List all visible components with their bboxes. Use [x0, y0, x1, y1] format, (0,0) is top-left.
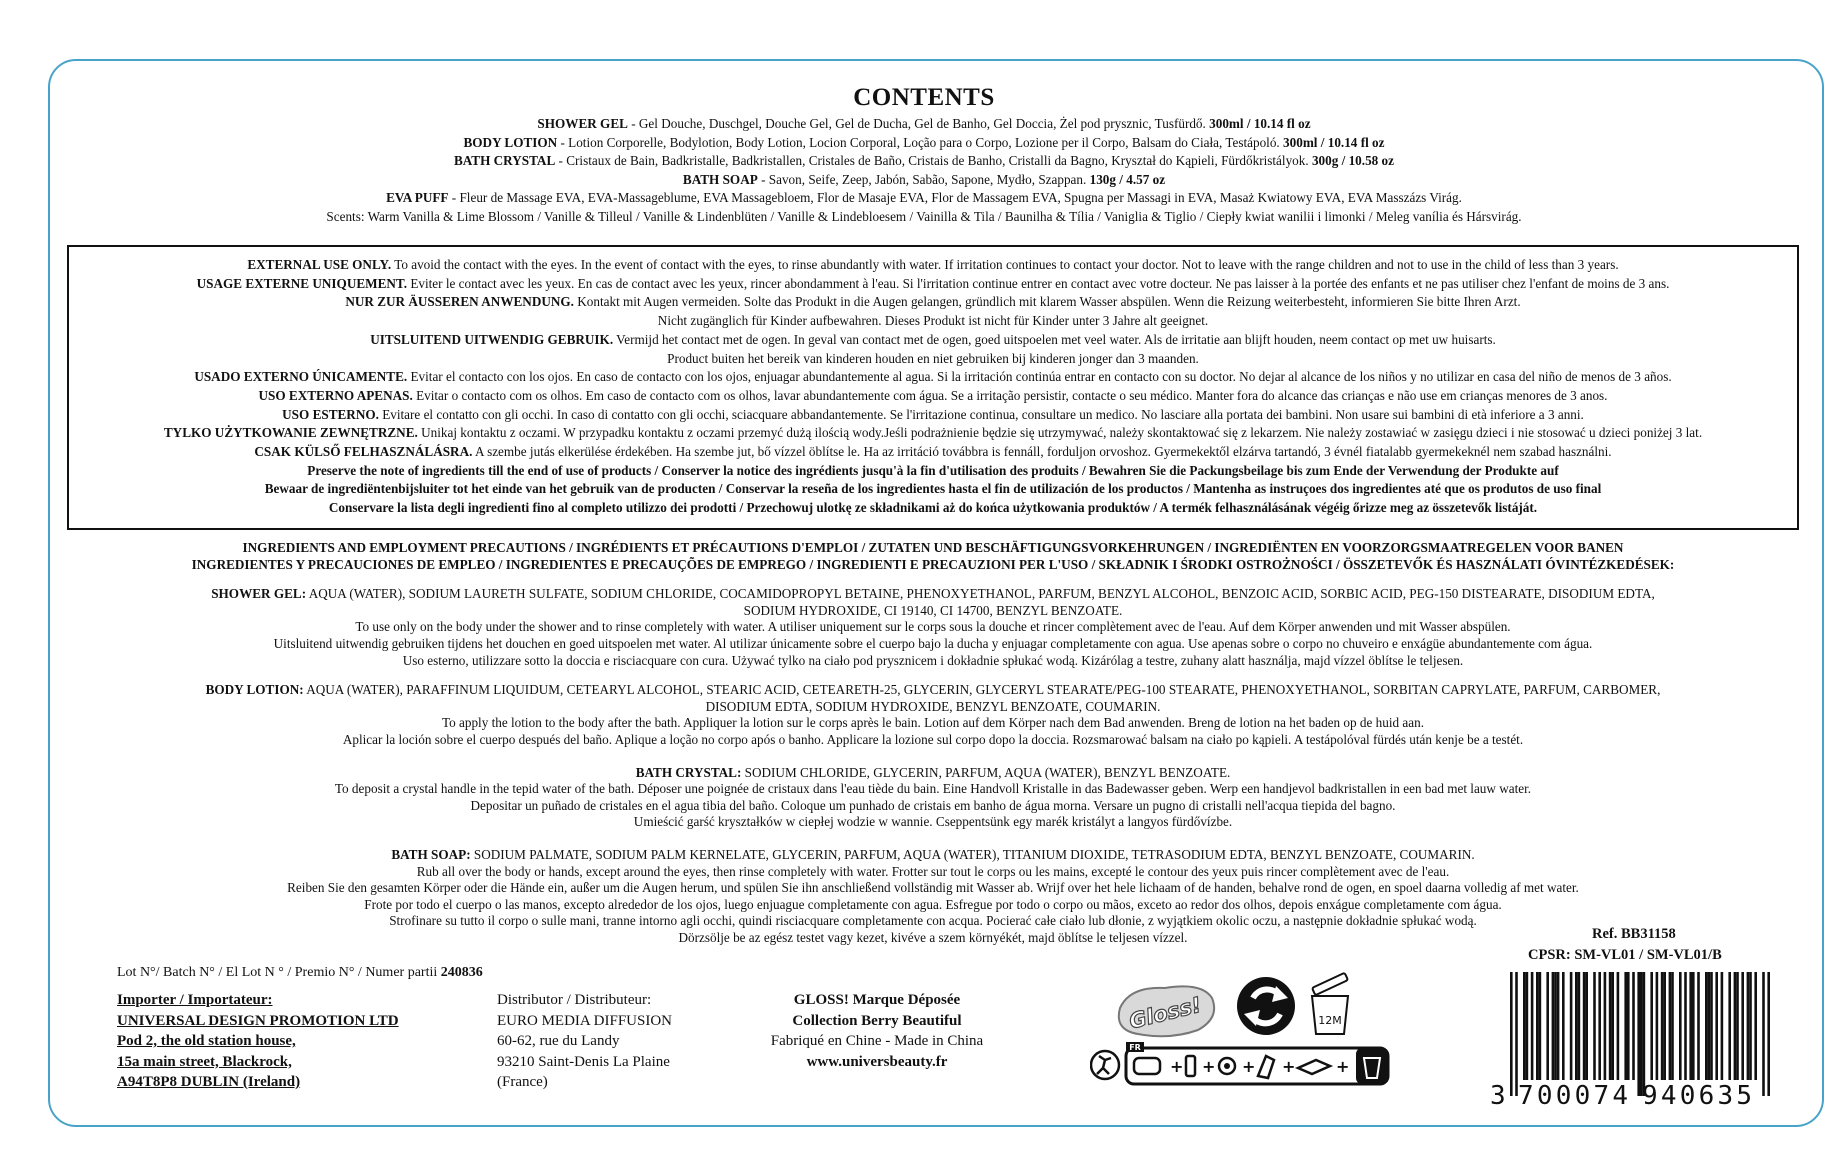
recycle-icon [1237, 977, 1295, 1035]
contents-line-shower-gel: SHOWER GEL - Gel Douche, Duschgel, Douche Gel, Gel de Ducha, Gel de Banho, Gel Doccia, Żel pod prysznic, Tusfürdő. 300ml / 10.14 fl oz [537, 116, 1311, 131]
shower-gel-ingredients-cont: SODIUM HYDROXIDE, CI 19140, CI 14700, BENZYL BENZOATE. [743, 602, 1123, 618]
barcode-bar [1554, 972, 1557, 1080]
ingredients-header: INGREDIENTS AND EMPLOYMENT PRECAUTIONS / INGRÉDIENTS ET PRÉCAUTIONS D'EMPLOI / ZUTATEN UND BESCHÄFTIGUNGSVORKEHRUNGEN / INGREDIËNTEN EN VOORZORGSMAATREGELEN VOOR BANEN [242, 540, 1624, 555]
barcode-bar [1604, 972, 1607, 1080]
shower-gel-ingredients: SHOWER GEL: AQUA (WATER), SODIUM LAURETH SULFATE, SODIUM CHLORIDE, COCAMIDOPROPYL BETAINE, PHENOXYETHANOL, PARFUM, BENZYL ALCOHOL, BENZOIC ACID, SORBIC ACID, PEG-150 DISTEARATE, DISODIUM EDTA, [211, 586, 1655, 602]
svg-text:+: + [1170, 1057, 1184, 1076]
barcode-bar [1562, 972, 1565, 1080]
barcode-bar [1747, 972, 1750, 1080]
barcode-bar [1767, 972, 1770, 1096]
warning-line: EXTERNAL USE ONLY. To avoid the contact with the eyes. In the event of contact with the eyes, to rinse abundantly with water. If irritation continues to contact your doctor. Not to leave with the range children and not to use in the child of less than 3 years. [247, 257, 1619, 272]
shower-gel-use: Uitsluitend uitwendig gebruiken tijdens het douchen en goed uitspoelen met water. Al utilizar únicamente sobre el cuerpo bajo la ducha y enjuagar completamente con agua. Use apenas sobre o corpo no chuveiro e enxágüe abundantemente com água. [273, 635, 1593, 651]
barcode-bar [1546, 972, 1549, 1080]
barcode-bar [1570, 972, 1573, 1080]
cpsr-code: CPSR: SM-VL01 / SM-VL01/B [1528, 947, 1722, 963]
triman-icon [1091, 1051, 1119, 1079]
sorting-instructions-panel [1126, 1042, 1388, 1084]
brand-block [757, 990, 997, 1072]
importer-address: Pod 2, the old station house, [117, 1033, 296, 1049]
svg-text:+: + [1202, 1057, 1216, 1076]
gloss-logo-icon [1119, 986, 1214, 1036]
brand-trademark: GLOSS! Marque Déposée [793, 992, 961, 1008]
barcode-bar [1708, 972, 1711, 1080]
barcode-bar [1721, 972, 1724, 1080]
ingredients-section [72, 540, 1794, 946]
brand-origin: Fabriqué en Chine - Made in China [770, 1033, 984, 1049]
barcode-bar [1661, 972, 1664, 1080]
barcode-bar [1734, 972, 1737, 1080]
barcode-bar [1741, 972, 1744, 1080]
barcode-right-digits: 940635 [1642, 1081, 1752, 1108]
distributor-name: EURO MEDIA DIFFUSION [497, 1012, 673, 1029]
distributor-address: 93210 Saint-Denis La Plaine [497, 1053, 670, 1070]
contents-list [80, 115, 1768, 227]
barcode-bar [1575, 972, 1578, 1080]
distributor-address: 60-62, rue du Landy [497, 1033, 620, 1049]
barcode-bar [1643, 972, 1646, 1096]
importer-block [117, 990, 399, 1093]
warning-line: USO EXTERNO APENAS. Evitar o contacto com os olhos. Em caso de contacto com os olhos, lavar abundantemente com água. Se a irritação persistir, contacte o seu médico. Manter fora do alcance das crianças e não use em crianças menores de 3 anos. [258, 387, 1608, 403]
bath-crystal-use: Umieścić garść kryształków w ciepłej wodzie w wannie. Cseppentsünk egy marék kristályt a langyos fürdővízbe. [633, 814, 1233, 830]
barcode-bar [1627, 972, 1630, 1080]
bath-crystal-use: To deposit a crystal handle in the tepid water of the bath. Déposer une poignée de cristaux dans l'eau tiède du bain. Eine Handvoll Kristalle in das Badewasser geben. Werp een handjevol badkristallen in een bad met lauw water. [334, 781, 1532, 797]
barcode-bar [1684, 972, 1687, 1080]
warning-line: TYLKO UŻYTKOWANIE ZEWNĘTRZNE. Unikaj kontaktu z oczami. W przypadku kontaktu z oczami przemyć dużą ilością wody.Jeśli podrażnienie będzie się utrzymywać, należy skontaktować się z lekarzem. Nie należy zostawiać w zasięgu dzieci i nie stosować u dzieci poniżej 3 lat. [163, 425, 1703, 441]
svg-text:+: + [1336, 1057, 1350, 1076]
warning-line: Product buiten het bereik van kinderen houden en niet gebruiken bij kinderen jonger dan 3 maanden. [667, 350, 1199, 366]
body-lotion-ingredients: BODY LOTION: AQUA (WATER), PARAFFINUM LIQUIDUM, CETEARYL ALCOHOL, STEARIC ACID, CETEARETH-25, GLYCERIN, GLYCERYL STEARATE/PEG-100 STEARATE, PHENOXYETHANOL, SORBITAN CAPRYLATE, PARFUM, CARBOMER, [205, 682, 1661, 698]
barcode-bar [1611, 972, 1614, 1080]
warning-line: USAGE EXTERNE UNIQUEMENT. Eviter le contact avec les yeux. En cas de contact avec les yeux, rincer abondamment à l'eau. Si l'irritation continue entrer en contact avec votre docteur. Ne pas laisser à la portée des enfants et ne pas utiliser chez l'enfant de moins de 3 ans. [196, 275, 1670, 291]
barcode-bar [1585, 972, 1588, 1080]
distributor-label: Distributor / Distributeur: [497, 992, 652, 1008]
barcode-bar [1632, 972, 1635, 1080]
warning-line: NUR ZUR ÄUSSEREN ANWENDUNG. Kontakt mit Augen vermeiden. Solte das Produkt in die Augen gelangen, gründlich mit klarem Wasser abspülen. Wenn die Reizung weiterbesteht, informieren Sie bitte Ihren Arzt. [345, 294, 1521, 310]
brand-collection: Collection Berry Beautiful [792, 1012, 962, 1029]
bath-soap-use: Frote por todo el cuerpo o las manos, excepto alrededor de los ojos, luego enjuague completamente con agua. Esfregue por todo o corpo ou mãos, exceto ao redor dos olhos, depois enxágue completamente com água. [364, 896, 1502, 912]
bath-soap-use: Reiben Sie den gesamten Körper oder die Hände ein, außer um die Augen herum, und spülen Sie ihn anschließend vollständig mit Wasser ab. Wrijf over het hele lichaam of de handen, behalve rond de ogen, en spoel daarna volledig af met water. [287, 880, 1579, 896]
barcode-bar [1656, 972, 1659, 1080]
barcode-bar [1557, 972, 1560, 1080]
warning-line: Nicht zugänglich für Kinder aufbewahren. Dieses Produkt ist nicht für Kinder unter 3 Jahre alt geeignet. [657, 313, 1209, 329]
importer-address: 15a main street, Blackrock, [117, 1053, 292, 1070]
body-lotion-ingredients-cont: DISODIUM EDTA, SODIUM HYDROXIDE, BENZYL BENZOATE, COUMARIN. [705, 698, 1161, 714]
svg-text:Gloss!: Gloss! [1126, 992, 1204, 1034]
reference-number: Ref. BB31158 [1592, 926, 1676, 942]
importer-label: Importer / Importateur: [117, 992, 273, 1008]
shower-gel-use: Uso esterno, utilizzare sotto la doccia e risciacquare con cura. Używać tylko na ciało pod prysznicem i dokładnie spłukać wodą. Kizárólag a testre, zuhany alatt használja, majd vízzel öblítse le teljesen. [402, 652, 1464, 668]
barcode-bar [1669, 972, 1672, 1080]
bath-soap-use: Rub all over the body or hands, except around the eyes, then rinse completely with water. Frotter sur tout le corps ou les mains, excepté le contour des yeux puis rincer complètement avec de l'eau. [416, 863, 1450, 879]
barcode-bar [1697, 972, 1700, 1080]
shower-gel-use: To use only on the body under the shower and to rinse completely with water. A utiliser uniquement sur le corps sous la douche et rincer complètement avec de l'eau. Auf dem Körper anwenden und mit Wasser abspülen. [355, 619, 1511, 635]
warning-line: USADO EXTERNO ÚNICAMENTE. Evitar el contacto con los ojos. En caso de contacto con los ojos, enjuagar abundantemente al agua. Si la irritación continúa entrar en contacto con su doctor. No dejar al alcance de los niños y no utilizar en casa del niño de menos de 3 años. [194, 369, 1672, 385]
barcode [1480, 968, 1780, 1108]
barcode-bar [1510, 972, 1513, 1096]
barcode-bar [1728, 972, 1731, 1080]
barcode-bar [1715, 972, 1718, 1080]
barcode-bars [1510, 972, 1770, 1096]
distributor-address: (France) [497, 1074, 548, 1090]
contents-title: CONTENTS [853, 84, 995, 111]
svg-text:FR: FR [1129, 1043, 1141, 1052]
contents-line-body-lotion: BODY LOTION - Lotion Corporelle, Bodylotion, Body Lotion, Locion Corporal, Loção para o Corpo, Lozione per il Corpo, Balsam do Ciała, Testápoló. 300ml / 10.14 fl oz [463, 134, 1385, 150]
body-lotion-use: To apply the lotion to the body after the bath. Appliquer la lotion sur le corps après le bain. Lotion auf dem Körper nach dem Bad anwenden. Breng de lotion na het baden op de huid aan. [441, 715, 1424, 731]
barcode-bar [1754, 972, 1757, 1080]
barcode-bar [1624, 972, 1627, 1080]
contents-line-bath-crystal: BATH CRYSTAL - Cristaux de Bain, Badkristalle, Badkristallen, Cristales de Baño, Cristais de Banho, Cristalli da Bagno, Kryształ do Kąpieli, Fürdőkristályok. 300g / 10.58 oz [453, 153, 1395, 169]
barcode-bar [1671, 972, 1674, 1080]
importer-name: UNIVERSAL DESIGN PROMOTION LTD [117, 1012, 399, 1029]
barcode-bar [1736, 972, 1739, 1080]
barcode-bar [1598, 972, 1601, 1080]
svg-text:12M: 12M [1318, 1014, 1342, 1027]
svg-text:+: + [1282, 1057, 1296, 1076]
warning-text [72, 256, 1794, 518]
warning-line: USO ESTERNO. Evitare el contatto con gli occhi. In caso di contatto con gli occhi, sciacquare abbandantemente. Se l'irritazione continua, consultare un medico. No lasciare alla portata dei bambini. Non usare sui bambini di età inferiore a 3 anni. [282, 406, 1584, 422]
bath-crystal-use: Depositar un puñado de cristales en el agua tibia del baño. Coloque um punhado de cristais em banho de água morna. Versare un pugno di cristalli nell'acqua tiepida del bagno. [470, 797, 1396, 813]
bath-soap-use: Dörzsölje be az egész testet vagy kezet, kivéve a szem környékét, majd öblítse le teljesen vízzel. [678, 929, 1188, 945]
barcode-bar [1710, 972, 1713, 1080]
barcode-bar [1523, 972, 1526, 1080]
barcode-bar [1640, 972, 1643, 1096]
ingredients-header: INGREDIENTES Y PRECAUCIONES DE EMPLEO / INGREDIENTES E PRECAUÇÕES DE EMPREGO / INGREDIENTI E PRECAUZIONI PER L'USO / SKŁADNIK I ŚRODKI OSTROŻNOŚCI / ÖSSZETEVŐK ÉS HASZNÁLATI ÓVINTÉZKEDÉSEK: [191, 556, 1675, 572]
brand-website: www.universbeauty.fr [806, 1053, 948, 1070]
barcode-bar [1531, 972, 1534, 1080]
warning-line: CSAK KÜLSŐ FELHASZNÁLÁSRA. A szembe jutás elkerülése érdekében. Ha szembe jut, bő vízzel öblítse le. Ha az irritáció továbbra is fennáll, forduljon orvoshoz. Gyermekektől elzárva tartandó, 3 évnél fiatalabb gyermekeknél nem szabad használni. [254, 444, 1612, 460]
barcode-bar [1650, 972, 1653, 1080]
barcode-bar [1526, 972, 1529, 1080]
pao-jar-icon [1312, 973, 1348, 1034]
barcode-left-digits: 700074 [1518, 1081, 1628, 1108]
importer-address: A94T8P8 DUBLIN (Ireland) [117, 1074, 301, 1090]
barcode-bar [1679, 972, 1682, 1080]
barcode-bar [1536, 972, 1539, 1080]
barcode-bar [1705, 972, 1708, 1080]
contents-line-eva-puff: EVA PUFF - Fleur de Massage EVA, EVA-Massageblume, EVA Massagebloem, Flor de Masaje EVA, Flor de Massagem EVA, Spugna per Massagi in EVA, Masaż Kwiatowy EVA, EVA Masszázs Virág. [386, 190, 1462, 206]
barcode-first-digit: 3 [1490, 1081, 1506, 1108]
symbols-group [1090, 968, 1410, 1088]
contents-line-bath-soap: BATH SOAP - Savon, Seife, Zeep, Jabón, Sabão, Sapone, Mydło, Szappan. 130g / 4.57 oz [682, 171, 1166, 187]
barcode-bar [1583, 972, 1586, 1080]
barcode-bar [1762, 972, 1765, 1096]
barcode-bar [1692, 972, 1695, 1080]
distributor-block [497, 990, 672, 1093]
body-lotion-use: Aplicar la loción sobre el cuerpo después del baño. Aplique a loção no corpo após o banho. Applicare la lozione sul corpo dopo la doccia. Rozsmarować balsam na ciało po kąpieli. A testápolóval fürdés után kenje be a testét. [342, 731, 1524, 747]
warning-line: UITSLUITEND UITWENDIG GEBRUIK. Vermijd het contact met de ogen. In geval van contact met de ogen, goed uitspoelen met veel water. Als de irritatie aan blijft houden, neem contact op met uw huisarts. [370, 331, 1496, 347]
barcode-bar [1663, 972, 1666, 1080]
preserve-line: Conservare la lista degli ingredienti fino al completo utilizzo dei prodotti / Przechowuj ulotkę ze składnikami aż do końca użytkowania produktów / A termék felhasználásának végéig őrizze meg az összetevők listáját. [328, 500, 1538, 516]
lot-number: Lot N°/ Batch N° / El Lot N ° / Premio N° / Numer partii 240836 [117, 965, 483, 980]
bath-soap-use: Strofinare su tutto il corpo o sulle mani, tranne intorno agli occhi, quindi risciacquare completamente con acqua. Pocierać całe ciało lub dłonie, z wyjątkiem okolic oczu, a następnie dokładnie spłukać wodą. [389, 913, 1477, 929]
barcode-bar [1539, 972, 1542, 1080]
barcode-bar [1609, 972, 1612, 1080]
recycling-bin-icon [1356, 1048, 1388, 1084]
barcode-bar [1515, 972, 1518, 1096]
barcode-bar [1637, 972, 1640, 1096]
preserve-line: Preserve the note of ingredients till the end of use of products / Conserver la notice des ingrédients jusqu'à la fin d'utilisation des produits / Bewahren Sie die Packungsbeilage bis zum Ende der Verwendung der Produkte auf [307, 462, 1559, 478]
barcode-bar [1749, 972, 1752, 1080]
barcode-bar [1689, 972, 1692, 1080]
barcode-bar [1593, 972, 1596, 1080]
barcode-bar [1578, 972, 1581, 1080]
barcode-bar [1552, 972, 1555, 1080]
svg-text:+: + [1242, 1057, 1256, 1076]
bath-crystal-ingredients: BATH CRYSTAL: SODIUM CHLORIDE, GLYCERIN, PARFUM, AQUA (WATER), BENZYL BENZOATE. [635, 764, 1231, 780]
preserve-line: Bewaar de ingrediëntenbijsluiter tot het einde van het gebruik van de producten / Conservar la reseña de los ingredientes hasta el fin de utilización de los productos / Mantenha as instruçoes dos ingredientes até que os produtos de uso final [264, 481, 1602, 497]
bath-soap-ingredients: BATH SOAP: SODIUM PALMATE, SODIUM PALM KERNELATE, GLYCERIN, PARFUM, AQUA (WATER), TITANIUM DIOXIDE, TETRASODIUM EDTA, BENZYL BENZOATE, COUMARIN. [391, 846, 1475, 862]
contents-line-scents: Scents: Warm Vanilla & Lime Blossom / Vanille & Tilleul / Vanille & Lindenblüten / Vanille & Lindebloesem / Vainilla & Tila / Baunilha & Tília / Vaniglia & Tiglio / Ciepły kwiat wanilii i limonki / Meleg vanília és Hársvirág. [326, 208, 1522, 224]
barcode-bar [1617, 972, 1620, 1080]
